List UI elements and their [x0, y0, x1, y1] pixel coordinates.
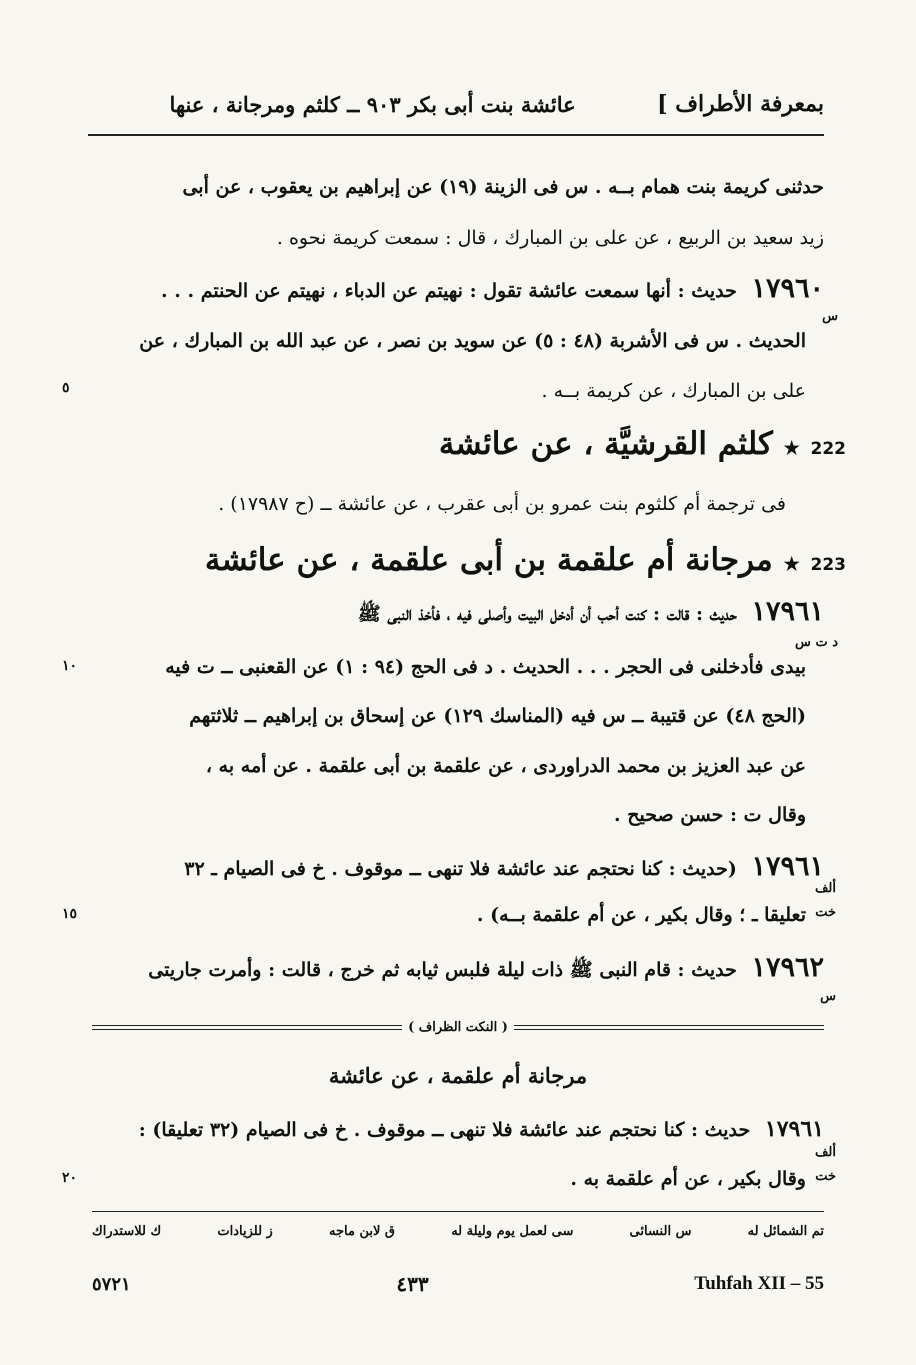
section-222-title: كلثم القرشيَّة ، عن عائشة [438, 426, 773, 462]
abbrev-6: ك للاستدراك [92, 1224, 162, 1239]
footer-left-number: ٥٧٢١ [92, 1273, 131, 1295]
body-line-2: زيد سعيد بن الربيع ، عن على بن المبارك ، قال : سمعت كريمة نحوه . [276, 227, 824, 249]
abbrev-3: سى لعمل يوم وليلة له [451, 1224, 574, 1239]
entry-17961a-line-1 [88, 852, 824, 884]
abbrev-2: س النسائى [629, 1224, 692, 1239]
star-icon: ★ [783, 554, 800, 575]
section-223-title: مرجانة أم علقمة بن أبى علقمة ، عن عائشة [204, 542, 773, 578]
nukat-siglum-top: ألف [814, 1145, 836, 1160]
entry-17960-number: ١٧٩٦٠ [751, 273, 824, 304]
entry-17960-siglum: س [822, 309, 838, 324]
section-223-heading [205, 538, 846, 587]
entry-17960-text: حديث : أنها سمعت عائشة تقول : نهيتم عن الدباء ، نهيتم عن الحنتم . . . [161, 280, 737, 302]
page-number: ٤٣٣ [396, 1272, 429, 1296]
entry-17962-siglum: س [820, 989, 836, 1004]
header-rule [88, 134, 824, 136]
entry-17961-line-2: بيدى فأدخلنى فى الحجر . . . الحديث . د فى الحج (٩٤ : ١) عن القعنبى ــ ت فيه [165, 656, 806, 678]
abbrev-1: تم الشمائل له [747, 1224, 824, 1239]
nukat-line-1 [88, 1114, 824, 1145]
section-222-number: 222 [810, 439, 846, 459]
section-222-note: فى ترجمة أم كلثوم بنت عمرو بن أبى عقرب ، عن عائشة ــ (ح ١٧٩٨٧) . [218, 493, 786, 515]
abbrev-4: ق لابن ماجه [329, 1224, 396, 1239]
entry-17961-line-3: (الحج ٤٨) عن قتيبة ــ س فيه (المناسك ١٢٩) عن إسحاق بن إبراهيم ــ ثلاثتهم [189, 705, 806, 727]
footer-rule [92, 1211, 824, 1212]
header-center: عائشة بنت أبى بكر ٩٠٣ ــ كلثم ومرجانة ، عنها [169, 91, 576, 117]
entry-17962-text: حديث : قام النبى ﷺ ذات ليلة فلبس ثيابه ثم خرج ، قالت : وأمرت جاريتى [148, 959, 737, 981]
line-number-20: ٢٠ [62, 1170, 78, 1186]
entry-17962-line-1 [88, 953, 824, 985]
nukat-divider [92, 1019, 824, 1035]
entry-17961a-text-1: (حديث : كنا نحتجم عند عائشة فلا تنهى ــ موقوف . خ فى الصيام ـ ٣٢ [184, 858, 737, 880]
entry-17961-line-1 [88, 597, 824, 629]
entry-17960-line-2: الحديث . س فى الأشربة (٤٨ : ٥) عن سويد بن نصر ، عن عبد الله بن المبارك ، عن [139, 330, 806, 352]
entry-17961a-siglum-bottom: خت [815, 905, 836, 920]
section-222-heading [439, 422, 846, 471]
section-223-number: 223 [810, 555, 846, 575]
header-right: بمعرفة الأطراف ] [657, 91, 824, 117]
entry-17960-line-1 [88, 274, 824, 306]
abbrev-5: ز للزيادات [217, 1224, 273, 1239]
page-footer [92, 1272, 824, 1296]
nukat-text-1: حديث : كنا نحتجم عند عائشة فلا تنهى ــ موقوف . خ فى الصيام (٣٢ تعليقا) : [138, 1119, 751, 1141]
line-number-15: ١٥ [62, 906, 78, 922]
entry-17962-number: ١٧٩٦٢ [751, 952, 824, 983]
divider-label: ( النكت الظراف ) [408, 1019, 508, 1035]
line-number-10: ١٠ [62, 658, 78, 674]
line-number-5: ٥ [62, 380, 70, 396]
divider-rule-right [514, 1025, 824, 1030]
nukat-number: ١٧٩٦١ [764, 1116, 824, 1142]
body-line-1: حدثنى كريمة بنت همام بــه . س فى الزينة (١٩) عن إبراهيم بن يعقوب ، عن أبى [182, 176, 824, 198]
entry-17961-text-1: حديث : قالت : كنت أحب أن أدخل البيت وأصلى فيه ، فأخذ النبى ﷺ [357, 603, 737, 625]
entry-17961-number: ١٧٩٦١ [751, 596, 824, 627]
running-header [88, 84, 824, 124]
entry-17961a-number: ١٧٩٦١ [751, 851, 824, 882]
entry-17961a-siglum-top: ألف [814, 881, 836, 896]
entry-17961-line-5: وقال ت : حسن صحيح . [614, 804, 806, 826]
divider-rule-left [92, 1025, 402, 1030]
star-icon: ★ [783, 438, 800, 459]
entry-17961-line-4: عن عبد العزيز بن محمد الدراوردى ، عن علقمة بن أبى علقمة . عن أمه به ، [205, 755, 806, 777]
entry-17960-line-3: على بن المبارك ، عن كريمة بــه . [541, 380, 806, 402]
footer-signature: Tuhfah XII – 55 [694, 1273, 824, 1294]
nukat-siglum-bottom: خت [815, 1169, 836, 1184]
entry-17961-siglum: د ت س [795, 635, 838, 650]
entry-17961a-line-2: تعليقا ـ ؛ وقال بكير ، عن أم علقمة بــه) . [476, 904, 806, 926]
nukat-line-2: وقال بكير ، عن أم علقمة به . [570, 1168, 806, 1190]
abbreviation-key [92, 1224, 824, 1239]
nukat-subheading: مرجانة أم علقمة ، عن عائشة [328, 1063, 588, 1088]
